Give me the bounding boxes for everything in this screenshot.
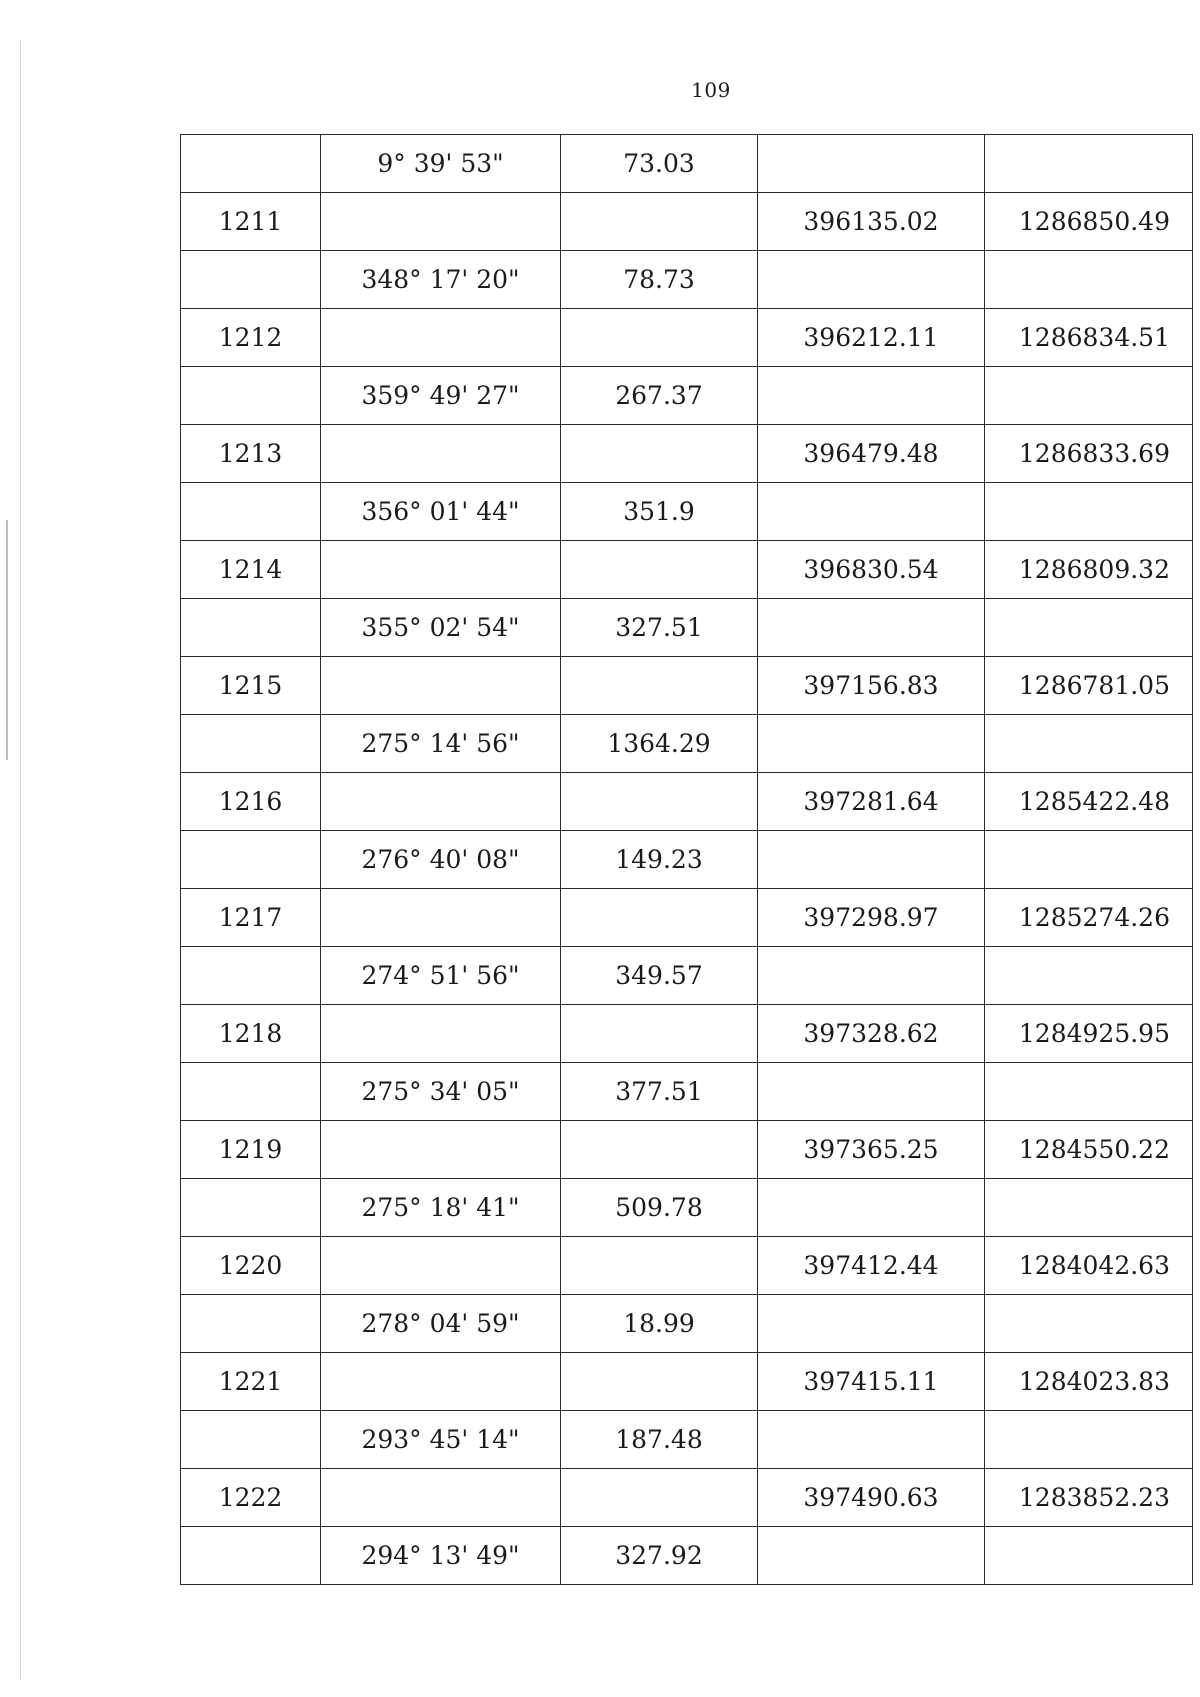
easting-cell: 1285422.48 <box>985 773 1193 831</box>
easting-cell: 1284925.95 <box>985 1005 1193 1063</box>
distance-cell: 18.99 <box>561 1295 758 1353</box>
easting-cell <box>985 1063 1193 1121</box>
easting-cell: 1284042.63 <box>985 1237 1193 1295</box>
bearing-cell <box>321 1469 561 1527</box>
distance-cell <box>561 1353 758 1411</box>
northing-cell <box>758 599 985 657</box>
easting-cell <box>985 715 1193 773</box>
station-cell <box>181 1527 321 1585</box>
station-cell: 1214 <box>181 541 321 599</box>
bearing-cell: 293° 45' 14" <box>321 1411 561 1469</box>
bearing-cell: 348° 17' 20" <box>321 251 561 309</box>
table-row <box>181 1527 1193 1585</box>
bearing-cell: 356° 01' 44" <box>321 483 561 541</box>
northing-cell: 396830.54 <box>758 541 985 599</box>
station-cell: 1221 <box>181 1353 321 1411</box>
table-row <box>181 599 1193 657</box>
station-cell: 1217 <box>181 889 321 947</box>
distance-cell: 149.23 <box>561 831 758 889</box>
distance-cell: 351.9 <box>561 483 758 541</box>
northing-cell <box>758 1295 985 1353</box>
distance-cell: 509.78 <box>561 1179 758 1237</box>
bearing-cell: 275° 14' 56" <box>321 715 561 773</box>
bearing-cell: 9° 39' 53" <box>321 135 561 193</box>
station-cell: 1218 <box>181 1005 321 1063</box>
station-cell: 1216 <box>181 773 321 831</box>
bearing-cell: 355° 02' 54" <box>321 599 561 657</box>
table-row <box>181 1179 1193 1237</box>
easting-cell: 1283852.23 <box>985 1469 1193 1527</box>
bearing-cell: 278° 04' 59" <box>321 1295 561 1353</box>
distance-cell <box>561 1121 758 1179</box>
station-cell <box>181 1179 321 1237</box>
northing-cell: 397365.25 <box>758 1121 985 1179</box>
northing-cell <box>758 1411 985 1469</box>
station-cell <box>181 135 321 193</box>
distance-cell <box>561 541 758 599</box>
table-row <box>181 367 1193 425</box>
northing-cell <box>758 135 985 193</box>
table-row <box>181 1411 1193 1469</box>
easting-cell: 1284023.83 <box>985 1353 1193 1411</box>
station-cell: 1215 <box>181 657 321 715</box>
table-row <box>181 889 1193 947</box>
easting-cell <box>985 1411 1193 1469</box>
distance-cell <box>561 425 758 483</box>
station-cell: 1222 <box>181 1469 321 1527</box>
station-cell <box>181 251 321 309</box>
station-cell <box>181 367 321 425</box>
northing-cell: 397298.97 <box>758 889 985 947</box>
distance-cell: 78.73 <box>561 251 758 309</box>
bearing-cell: 275° 34' 05" <box>321 1063 561 1121</box>
easting-cell: 1286833.69 <box>985 425 1193 483</box>
bearing-cell: 275° 18' 41" <box>321 1179 561 1237</box>
bearing-cell <box>321 541 561 599</box>
distance-cell: 349.57 <box>561 947 758 1005</box>
bearing-cell <box>321 309 561 367</box>
easting-cell <box>985 1295 1193 1353</box>
distance-cell <box>561 1237 758 1295</box>
bearing-cell <box>321 657 561 715</box>
northing-cell <box>758 251 985 309</box>
northing-cell: 397415.11 <box>758 1353 985 1411</box>
distance-cell: 377.51 <box>561 1063 758 1121</box>
easting-cell <box>985 367 1193 425</box>
northing-cell: 397156.83 <box>758 657 985 715</box>
easting-cell: 1286809.32 <box>985 541 1193 599</box>
distance-cell <box>561 657 758 715</box>
bearing-cell: 294° 13' 49" <box>321 1527 561 1585</box>
easting-cell: 1285274.26 <box>985 889 1193 947</box>
distance-cell <box>561 773 758 831</box>
bearing-cell <box>321 1005 561 1063</box>
northing-cell <box>758 1179 985 1237</box>
northing-cell: 397490.63 <box>758 1469 985 1527</box>
bearing-cell <box>321 1353 561 1411</box>
scan-edge-line <box>20 40 21 1680</box>
easting-cell <box>985 251 1193 309</box>
table-row <box>181 947 1193 1005</box>
table-row <box>181 135 1193 193</box>
northing-cell: 396135.02 <box>758 193 985 251</box>
table-row <box>181 1121 1193 1179</box>
station-cell <box>181 599 321 657</box>
table-row <box>181 425 1193 483</box>
table-row <box>181 483 1193 541</box>
table-row <box>181 773 1193 831</box>
table-body <box>181 135 1193 1585</box>
bearing-cell <box>321 425 561 483</box>
station-cell <box>181 715 321 773</box>
distance-cell <box>561 193 758 251</box>
bearing-cell: 359° 49' 27" <box>321 367 561 425</box>
easting-cell <box>985 1527 1193 1585</box>
station-cell <box>181 947 321 1005</box>
table-row <box>181 1005 1193 1063</box>
northing-cell: 397281.64 <box>758 773 985 831</box>
bearing-cell <box>321 889 561 947</box>
northing-cell <box>758 483 985 541</box>
table-row <box>181 657 1193 715</box>
station-cell <box>181 1063 321 1121</box>
bearing-cell <box>321 773 561 831</box>
distance-cell: 267.37 <box>561 367 758 425</box>
table-row <box>181 1353 1193 1411</box>
distance-cell: 73.03 <box>561 135 758 193</box>
northing-cell: 397412.44 <box>758 1237 985 1295</box>
station-cell: 1211 <box>181 193 321 251</box>
northing-cell: 396212.11 <box>758 309 985 367</box>
easting-cell <box>985 1179 1193 1237</box>
station-cell <box>181 831 321 889</box>
table-row <box>181 309 1193 367</box>
station-cell: 1220 <box>181 1237 321 1295</box>
distance-cell <box>561 1005 758 1063</box>
northing-cell <box>758 831 985 889</box>
station-cell <box>181 1411 321 1469</box>
easting-cell <box>985 483 1193 541</box>
bearing-cell: 276° 40' 08" <box>321 831 561 889</box>
table-row <box>181 1469 1193 1527</box>
easting-cell: 1284550.22 <box>985 1121 1193 1179</box>
table-row <box>181 1237 1193 1295</box>
northing-cell: 397328.62 <box>758 1005 985 1063</box>
distance-cell: 327.92 <box>561 1527 758 1585</box>
easting-cell <box>985 599 1193 657</box>
bearing-cell <box>321 193 561 251</box>
northing-cell <box>758 1063 985 1121</box>
table-row <box>181 541 1193 599</box>
station-cell: 1212 <box>181 309 321 367</box>
northing-cell <box>758 715 985 773</box>
easting-cell <box>985 831 1193 889</box>
station-cell: 1219 <box>181 1121 321 1179</box>
distance-cell: 187.48 <box>561 1411 758 1469</box>
easting-cell: 1286850.49 <box>985 193 1193 251</box>
table-row <box>181 1295 1193 1353</box>
table-row <box>181 831 1193 889</box>
table-row <box>181 715 1193 773</box>
northing-cell: 396479.48 <box>758 425 985 483</box>
easting-cell <box>985 947 1193 1005</box>
easting-cell: 1286781.05 <box>985 657 1193 715</box>
scan-edge-shadow <box>6 520 8 760</box>
distance-cell: 327.51 <box>561 599 758 657</box>
easting-cell <box>985 135 1193 193</box>
station-cell <box>181 483 321 541</box>
northing-cell <box>758 1527 985 1585</box>
table-row <box>181 1063 1193 1121</box>
distance-cell <box>561 1469 758 1527</box>
bearing-cell <box>321 1237 561 1295</box>
survey-coordinates-table <box>180 134 1193 1585</box>
distance-cell <box>561 309 758 367</box>
distance-cell: 1364.29 <box>561 715 758 773</box>
northing-cell <box>758 947 985 1005</box>
easting-cell: 1286834.51 <box>985 309 1193 367</box>
station-cell <box>181 1295 321 1353</box>
station-cell: 1213 <box>181 425 321 483</box>
northing-cell <box>758 367 985 425</box>
distance-cell <box>561 889 758 947</box>
bearing-cell <box>321 1121 561 1179</box>
page-number: 109 <box>691 78 731 102</box>
table-row <box>181 251 1193 309</box>
table-row <box>181 193 1193 251</box>
bearing-cell: 274° 51' 56" <box>321 947 561 1005</box>
